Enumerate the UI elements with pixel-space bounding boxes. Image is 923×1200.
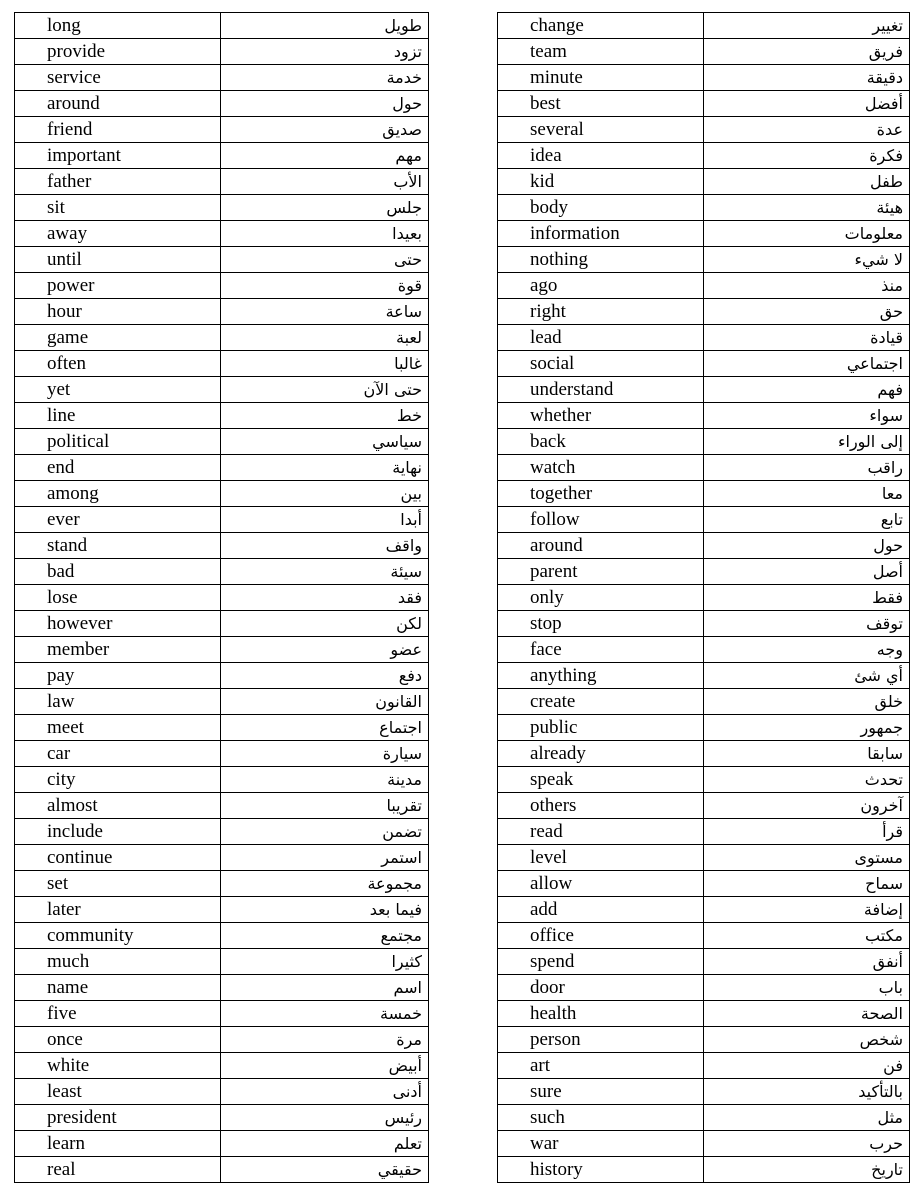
table-row — [15, 481, 429, 507]
english-word-cell: white — [15, 1053, 221, 1079]
table-row — [15, 611, 429, 637]
table-row — [15, 897, 429, 923]
table-row — [498, 455, 910, 481]
table-row — [15, 169, 429, 195]
arabic-translation-cell: دفع — [221, 663, 429, 689]
arabic-translation-cell: آخرون — [704, 793, 910, 819]
english-word-cell: nothing — [498, 247, 704, 273]
table-row — [498, 117, 910, 143]
english-word-cell: together — [498, 481, 704, 507]
arabic-translation-cell: فن — [704, 1053, 910, 1079]
arabic-translation-cell: إلى الوراء — [704, 429, 910, 455]
english-word-cell: political — [15, 429, 221, 455]
table-row — [498, 221, 910, 247]
english-word-cell: least — [15, 1079, 221, 1105]
table-row — [15, 689, 429, 715]
table-row — [498, 299, 910, 325]
arabic-translation-cell: جمهور — [704, 715, 910, 741]
table-row — [15, 585, 429, 611]
table-row — [498, 793, 910, 819]
arabic-translation-cell: سابقا — [704, 741, 910, 767]
english-word-cell: game — [15, 325, 221, 351]
english-word-cell: end — [15, 455, 221, 481]
arabic-translation-cell: وجه — [704, 637, 910, 663]
english-word-cell: health — [498, 1001, 704, 1027]
vocabulary-table-right-body — [498, 13, 910, 1183]
table-row — [498, 169, 910, 195]
arabic-translation-cell: قوة — [221, 273, 429, 299]
arabic-translation-cell: خمسة — [221, 1001, 429, 1027]
english-word-cell: others — [498, 793, 704, 819]
english-word-cell: understand — [498, 377, 704, 403]
arabic-translation-cell: سياسي — [221, 429, 429, 455]
table-row — [498, 923, 910, 949]
arabic-translation-cell: فريق — [704, 39, 910, 65]
table-row — [15, 845, 429, 871]
table-row — [15, 117, 429, 143]
arabic-translation-cell: اجتماع — [221, 715, 429, 741]
arabic-translation-cell: أدنى — [221, 1079, 429, 1105]
arabic-translation-cell: رئيس — [221, 1105, 429, 1131]
english-word-cell: yet — [15, 377, 221, 403]
arabic-translation-cell: القانون — [221, 689, 429, 715]
table-row — [15, 1053, 429, 1079]
table-row — [498, 1079, 910, 1105]
english-word-cell: watch — [498, 455, 704, 481]
arabic-translation-cell: أبيض — [221, 1053, 429, 1079]
arabic-translation-cell: اسم — [221, 975, 429, 1001]
english-word-cell: however — [15, 611, 221, 637]
table-row — [15, 871, 429, 897]
english-word-cell: art — [498, 1053, 704, 1079]
arabic-translation-cell: مجتمع — [221, 923, 429, 949]
arabic-translation-cell: مرة — [221, 1027, 429, 1053]
english-word-cell: team — [498, 39, 704, 65]
arabic-translation-cell: معلومات — [704, 221, 910, 247]
english-word-cell: person — [498, 1027, 704, 1053]
arabic-translation-cell: إضافة — [704, 897, 910, 923]
vocabulary-table-left-body — [15, 13, 429, 1183]
english-word-cell: public — [498, 715, 704, 741]
vocabulary-table-left — [14, 12, 429, 1183]
table-row — [498, 1001, 910, 1027]
english-word-cell: best — [498, 91, 704, 117]
arabic-translation-cell: ساعة — [221, 299, 429, 325]
table-row — [498, 91, 910, 117]
english-word-cell: read — [498, 819, 704, 845]
english-word-cell: set — [15, 871, 221, 897]
table-row — [498, 273, 910, 299]
english-word-cell: social — [498, 351, 704, 377]
english-word-cell: spend — [498, 949, 704, 975]
table-row — [498, 325, 910, 351]
arabic-translation-cell: تاريخ — [704, 1157, 910, 1183]
arabic-translation-cell: خلق — [704, 689, 910, 715]
table-row — [498, 897, 910, 923]
table-row — [15, 793, 429, 819]
table-row — [15, 975, 429, 1001]
english-word-cell: among — [15, 481, 221, 507]
english-word-cell: much — [15, 949, 221, 975]
english-word-cell: father — [15, 169, 221, 195]
english-word-cell: office — [498, 923, 704, 949]
table-row — [15, 455, 429, 481]
english-word-cell: pay — [15, 663, 221, 689]
arabic-translation-cell: دقيقة — [704, 65, 910, 91]
arabic-translation-cell: حول — [221, 91, 429, 117]
table-row — [498, 1105, 910, 1131]
table-row — [15, 143, 429, 169]
table-row — [15, 195, 429, 221]
table-row — [498, 1157, 910, 1183]
arabic-translation-cell: لكن — [221, 611, 429, 637]
table-row — [498, 559, 910, 585]
english-word-cell: real — [15, 1157, 221, 1183]
arabic-translation-cell: بين — [221, 481, 429, 507]
table-row — [15, 507, 429, 533]
table-row — [15, 1001, 429, 1027]
arabic-translation-cell: قرأ — [704, 819, 910, 845]
table-row — [15, 715, 429, 741]
table-row — [15, 741, 429, 767]
arabic-translation-cell: مهم — [221, 143, 429, 169]
table-row — [498, 195, 910, 221]
table-row — [498, 1027, 910, 1053]
arabic-translation-cell: أصل — [704, 559, 910, 585]
arabic-translation-cell: عدة — [704, 117, 910, 143]
table-row — [15, 559, 429, 585]
arabic-translation-cell: سيئة — [221, 559, 429, 585]
arabic-translation-cell: خدمة — [221, 65, 429, 91]
arabic-translation-cell: مكتب — [704, 923, 910, 949]
table-row — [498, 507, 910, 533]
arabic-translation-cell: حقيقي — [221, 1157, 429, 1183]
arabic-translation-cell: فقد — [221, 585, 429, 611]
english-word-cell: create — [498, 689, 704, 715]
english-word-cell: war — [498, 1131, 704, 1157]
table-row — [498, 377, 910, 403]
arabic-translation-cell: باب — [704, 975, 910, 1001]
arabic-translation-cell: عضو — [221, 637, 429, 663]
arabic-translation-cell: معا — [704, 481, 910, 507]
table-row — [15, 403, 429, 429]
english-word-cell: ever — [15, 507, 221, 533]
english-word-cell: parent — [498, 559, 704, 585]
english-word-cell: sit — [15, 195, 221, 221]
arabic-translation-cell: لعبة — [221, 325, 429, 351]
english-word-cell: once — [15, 1027, 221, 1053]
table-row — [15, 377, 429, 403]
table-row — [498, 403, 910, 429]
english-word-cell: power — [15, 273, 221, 299]
english-word-cell: back — [498, 429, 704, 455]
arabic-translation-cell: واقف — [221, 533, 429, 559]
arabic-translation-cell: فهم — [704, 377, 910, 403]
arabic-translation-cell: صديق — [221, 117, 429, 143]
arabic-translation-cell: سيارة — [221, 741, 429, 767]
english-word-cell: already — [498, 741, 704, 767]
english-word-cell: information — [498, 221, 704, 247]
table-row — [498, 949, 910, 975]
arabic-translation-cell: مجموعة — [221, 871, 429, 897]
table-row — [15, 429, 429, 455]
table-row — [498, 481, 910, 507]
arabic-translation-cell: أي شئ — [704, 663, 910, 689]
arabic-translation-cell: سواء — [704, 403, 910, 429]
arabic-translation-cell: خط — [221, 403, 429, 429]
arabic-translation-cell: مدينة — [221, 767, 429, 793]
arabic-translation-cell: الأب — [221, 169, 429, 195]
arabic-translation-cell: حتى — [221, 247, 429, 273]
table-row — [498, 819, 910, 845]
english-word-cell: follow — [498, 507, 704, 533]
arabic-translation-cell: شخص — [704, 1027, 910, 1053]
arabic-translation-cell: استمر — [221, 845, 429, 871]
english-word-cell: away — [15, 221, 221, 247]
english-word-cell: around — [498, 533, 704, 559]
english-word-cell: door — [498, 975, 704, 1001]
table-row — [15, 663, 429, 689]
table-row — [498, 975, 910, 1001]
arabic-translation-cell: سماح — [704, 871, 910, 897]
arabic-translation-cell: تحدث — [704, 767, 910, 793]
english-word-cell: long — [15, 13, 221, 39]
arabic-translation-cell: مثل — [704, 1105, 910, 1131]
english-word-cell: add — [498, 897, 704, 923]
table-row — [498, 767, 910, 793]
table-row — [15, 91, 429, 117]
english-word-cell: lose — [15, 585, 221, 611]
table-row — [15, 637, 429, 663]
english-word-cell: body — [498, 195, 704, 221]
table-row — [15, 1079, 429, 1105]
english-word-cell: meet — [15, 715, 221, 741]
english-word-cell: later — [15, 897, 221, 923]
arabic-translation-cell: فقط — [704, 585, 910, 611]
table-row — [15, 1131, 429, 1157]
table-row — [498, 611, 910, 637]
table-row — [498, 143, 910, 169]
arabic-translation-cell: أنفق — [704, 949, 910, 975]
english-word-cell: member — [15, 637, 221, 663]
arabic-translation-cell: جلس — [221, 195, 429, 221]
arabic-translation-cell: بعيدا — [221, 221, 429, 247]
english-word-cell: only — [498, 585, 704, 611]
table-row — [498, 585, 910, 611]
english-word-cell: change — [498, 13, 704, 39]
arabic-translation-cell: تابع — [704, 507, 910, 533]
english-word-cell: name — [15, 975, 221, 1001]
arabic-translation-cell: تغيير — [704, 13, 910, 39]
english-word-cell: service — [15, 65, 221, 91]
table-row — [15, 325, 429, 351]
table-row — [498, 533, 910, 559]
english-word-cell: whether — [498, 403, 704, 429]
english-word-cell: continue — [15, 845, 221, 871]
arabic-translation-cell: هيئة — [704, 195, 910, 221]
table-row — [15, 13, 429, 39]
table-row — [498, 429, 910, 455]
table-row — [15, 273, 429, 299]
english-word-cell: several — [498, 117, 704, 143]
english-word-cell: friend — [15, 117, 221, 143]
english-word-cell: such — [498, 1105, 704, 1131]
table-row — [15, 221, 429, 247]
arabic-translation-cell: اجتماعي — [704, 351, 910, 377]
english-word-cell: city — [15, 767, 221, 793]
english-word-cell: history — [498, 1157, 704, 1183]
arabic-translation-cell: أفضل — [704, 91, 910, 117]
table-row — [498, 351, 910, 377]
english-word-cell: president — [15, 1105, 221, 1131]
table-row — [15, 247, 429, 273]
table-row — [498, 715, 910, 741]
english-word-cell: almost — [15, 793, 221, 819]
table-row — [15, 351, 429, 377]
english-word-cell: anything — [498, 663, 704, 689]
table-row — [498, 689, 910, 715]
arabic-translation-cell: طويل — [221, 13, 429, 39]
table-row — [15, 923, 429, 949]
english-word-cell: ago — [498, 273, 704, 299]
arabic-translation-cell: بالتأكيد — [704, 1079, 910, 1105]
english-word-cell: level — [498, 845, 704, 871]
table-row — [498, 871, 910, 897]
english-word-cell: important — [15, 143, 221, 169]
english-word-cell: sure — [498, 1079, 704, 1105]
english-word-cell: five — [15, 1001, 221, 1027]
table-row — [498, 247, 910, 273]
english-word-cell: allow — [498, 871, 704, 897]
arabic-translation-cell: أبدا — [221, 507, 429, 533]
table-row — [498, 845, 910, 871]
table-row — [498, 741, 910, 767]
english-word-cell: learn — [15, 1131, 221, 1157]
arabic-translation-cell: غالبا — [221, 351, 429, 377]
table-row — [15, 65, 429, 91]
arabic-translation-cell: حق — [704, 299, 910, 325]
arabic-translation-cell: تضمن — [221, 819, 429, 845]
arabic-translation-cell: حتى الآن — [221, 377, 429, 403]
table-row — [15, 1157, 429, 1183]
arabic-translation-cell: تزود — [221, 39, 429, 65]
arabic-translation-cell: فيما بعد — [221, 897, 429, 923]
english-word-cell: include — [15, 819, 221, 845]
english-word-cell: stop — [498, 611, 704, 637]
table-row — [15, 819, 429, 845]
arabic-translation-cell: فكرة — [704, 143, 910, 169]
arabic-translation-cell: منذ — [704, 273, 910, 299]
english-word-cell: bad — [15, 559, 221, 585]
arabic-translation-cell: قيادة — [704, 325, 910, 351]
english-word-cell: line — [15, 403, 221, 429]
table-row — [15, 39, 429, 65]
arabic-translation-cell: مستوى — [704, 845, 910, 871]
english-word-cell: car — [15, 741, 221, 767]
table-row — [15, 767, 429, 793]
arabic-translation-cell: الصحة — [704, 1001, 910, 1027]
arabic-translation-cell: حرب — [704, 1131, 910, 1157]
english-word-cell: face — [498, 637, 704, 663]
table-row — [498, 39, 910, 65]
english-word-cell: law — [15, 689, 221, 715]
arabic-translation-cell: راقب — [704, 455, 910, 481]
english-word-cell: kid — [498, 169, 704, 195]
table-row — [498, 65, 910, 91]
arabic-translation-cell: نهاية — [221, 455, 429, 481]
table-row — [498, 637, 910, 663]
arabic-translation-cell: توقف — [704, 611, 910, 637]
english-word-cell: hour — [15, 299, 221, 325]
table-row — [498, 1053, 910, 1079]
table-row — [498, 1131, 910, 1157]
table-row — [498, 13, 910, 39]
english-word-cell: right — [498, 299, 704, 325]
table-row — [15, 949, 429, 975]
english-word-cell: until — [15, 247, 221, 273]
table-row — [15, 1027, 429, 1053]
table-row — [15, 299, 429, 325]
english-word-cell: idea — [498, 143, 704, 169]
vocabulary-table-right — [497, 12, 910, 1183]
english-word-cell: lead — [498, 325, 704, 351]
arabic-translation-cell: طفل — [704, 169, 910, 195]
arabic-translation-cell: تقريبا — [221, 793, 429, 819]
table-row — [15, 1105, 429, 1131]
english-word-cell: around — [15, 91, 221, 117]
english-word-cell: minute — [498, 65, 704, 91]
english-word-cell: often — [15, 351, 221, 377]
english-word-cell: provide — [15, 39, 221, 65]
english-word-cell: stand — [15, 533, 221, 559]
english-word-cell: community — [15, 923, 221, 949]
english-word-cell: speak — [498, 767, 704, 793]
table-row — [498, 663, 910, 689]
table-row — [15, 533, 429, 559]
arabic-translation-cell: كثيرا — [221, 949, 429, 975]
arabic-translation-cell: لا شيء — [704, 247, 910, 273]
arabic-translation-cell: حول — [704, 533, 910, 559]
arabic-translation-cell: تعلم — [221, 1131, 429, 1157]
